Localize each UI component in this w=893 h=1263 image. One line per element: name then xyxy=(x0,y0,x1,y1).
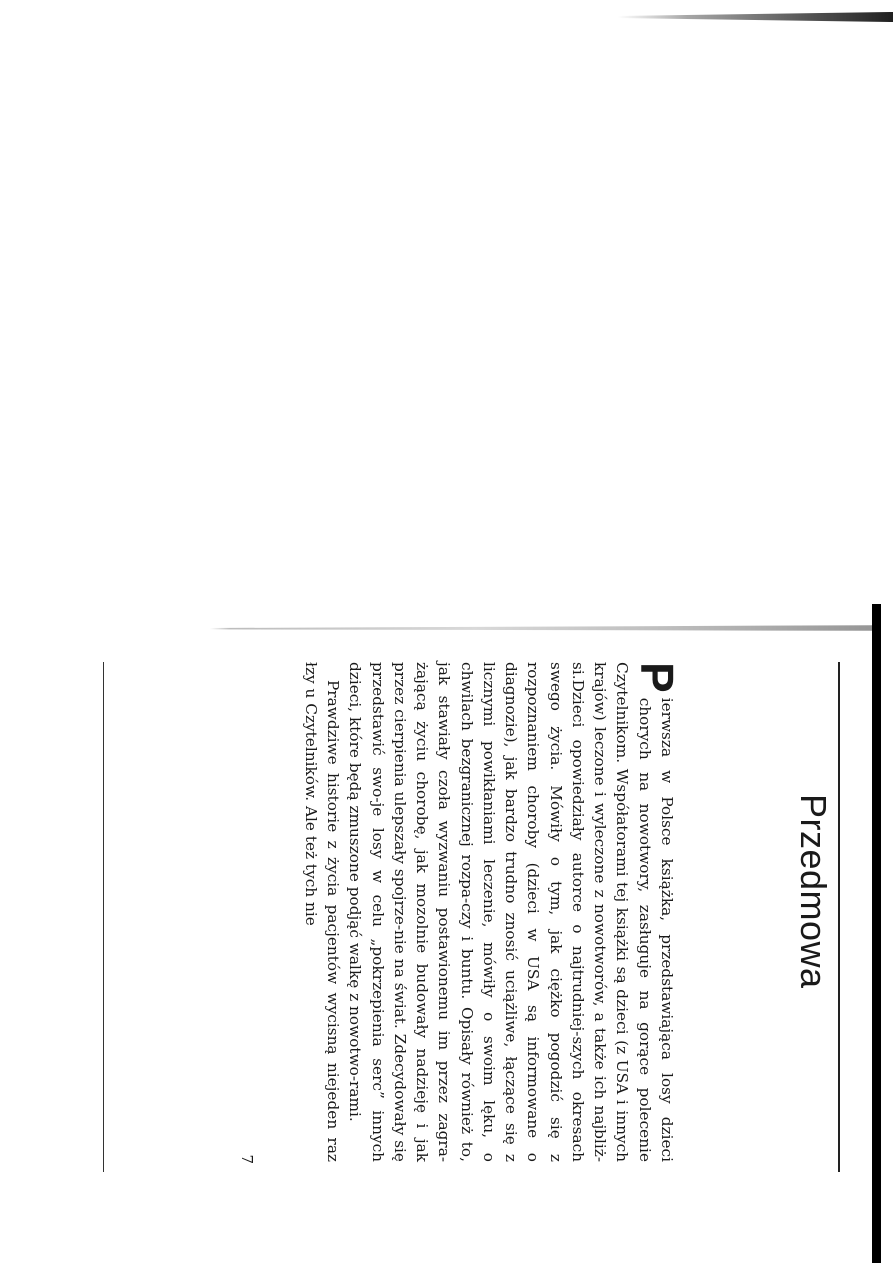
rotated-book-page xyxy=(86,662,834,1166)
drop-cap: P xyxy=(631,662,683,693)
paragraph: Prawdziwe historie z życia pacjentów wycisną niejeden raz łzy u Czytelników. Ale też tych nie xyxy=(302,662,343,1162)
scan-fold-line xyxy=(210,621,872,635)
scan-edge-bar xyxy=(872,604,881,1263)
page-title: Przedmowa xyxy=(793,794,834,989)
header-rule xyxy=(838,662,840,1172)
page-number: 7 xyxy=(238,1154,256,1164)
paragraph xyxy=(344,662,683,1162)
body-text xyxy=(300,662,683,1162)
paragraph-text: ierwsza w Polsce książka, przedstawiająca losy dzieci chorych na nowotwory, zasługuje na gorące polecenie Czytelnikom. Współatorami tej książki są dzieci (z USA i innych krajów) leczone i wyleczone z nowotworów, a także ich najbliż-si.Dzieci opowiedziały autorce o najtrudniej-szych okresach swego życia. Mówiły o tym, jak ciężko pogodzić się z rozpoznaniem choroby (dzieci w USA są informowane o diagnozie), jak bardzo trudno znosić uciążliwe, łączące się z licznymi powikłaniami leczenie, mówiły o swoim lęku, o chwilach bezgranicznej rozpa-czy i buntu. Opisały również to, jak stawiały czoła wyzwaniu postawionemu im przez zagra-żającą życiu chorobę, jak mozolnie budowały nadzieję i jak przez cierpienia ulepszały spojrze-nie na świat. Zdecydowały się przedstawić swo-je losy w celu „pokrzepienia serc” innych dzieci, które będą zmuszone podjąć walkę z nowotwo-rami. xyxy=(346,662,676,1162)
scan-streak-top xyxy=(618,12,893,22)
